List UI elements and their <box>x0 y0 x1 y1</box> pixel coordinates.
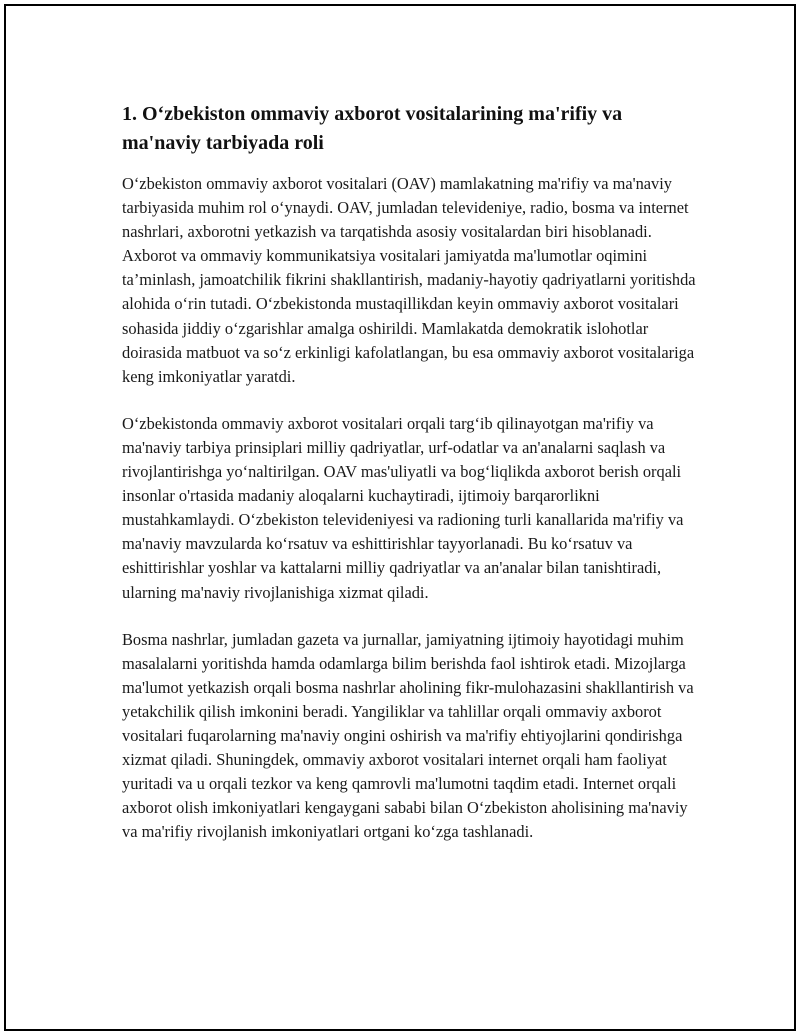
paragraph-2: O‘zbekistonda ommaviy axborot vositalari orqali targ‘ib qilinayotgan ma'rifiy va ma'naviy tarbiya prinsiplari milliy qadriyatlar, urf-odatlar va an'analarni saqlash va rivojlantirishga yo‘naltirilgan. OAV mas'uliyatli va bog‘liqlikda axborot berish orqali insonlar o'rtasida madaniy aloqalarni kuchaytiradi, ijtimoiy barqarorlikni mustahkamlaydi. O‘zbekiston televideniyesi va radioning turli kanallarida ma'rifiy va ma'naviy mavzularda ko‘rsatuv va eshittirishlar tayyorlanadi. Bu ko‘rsatuv va eshittirishlar yoshlar va kattalarni milliy qadriyatlar va an'analar bilan tanishtiradi, ularning ma'naviy rivojlanishiga xizmat qiladi. <box>122 413 684 602</box>
page-frame <box>4 4 796 1031</box>
paragraph-3: Bosma nashrlar, jumladan gazeta va jurnallar, jamiyatning ijtimoiy hayotidagi muhim masalalarni yoritishda hamda odamlarga bilim berishda faol ishtirok etadi. Mizojlarga ma'lumot yetkazish orqali bosma nashrlar aholining fikr-mulohazasini shakllantirish va yetakchilik qilish imkonini beradi. Yangiliklar va tahlillar orqali ommaviy axborot vositalari fuqarolarning ma'naviy ongini oshirish va ma'rifiy ehtiyojlarini qondirishga xizmat qiladi. Shuningdek, ommaviy axborot vositalari internet orqali ham faoliyat yuritadi va u orqali tezkor va keng qamrovli ma'lumotni taqdim etadi. Internet orqali axborot olish imkoniyatlari kengaygani sababi bilan O‘zbekiston aholisining ma'naviy va ma'rifiy rivojlanish imkoniyatlari ortgani ko‘zga tashlanadi. <box>122 629 694 842</box>
section-heading: 1. O‘zbekiston ommaviy axborot vositalarining ma'rifiy va ma'naviy tarbiyada roli <box>122 103 623 154</box>
paragraph-1: O‘zbekiston ommaviy axborot vositalari (OAV) mamlakatning ma'rifiy va ma'naviy tarbiyasida muhim rol o‘ynaydi. OAV, jumladan televideniye, radio, bosma va internet nashrlari, axborotni yetkazish va tarqatishda asosiy vositalardan biri hisoblanadi. Axborot va ommaviy kommunikatsiya vositalari jamiyatda ma'lumotlar oqimini ta’minlash, jamoatchilik fikrini shakllantirish, madaniy-hayotiy qadriyatlarni yoritishda alohida o‘rin tutadi. O‘zbekistonda mustaqillikdan keyin ommaviy axborot vositalari sohasida jiddiy o‘zgarishlar amalga oshirildi. Mamlakatda demokratik islohotlar doirasida matbuot va so‘z erkinligi kafolatlangan, bu esa ommaviy axborot vositalariga keng imkoniyatlar yaratdi. <box>122 174 696 386</box>
document-body <box>122 100 702 867</box>
